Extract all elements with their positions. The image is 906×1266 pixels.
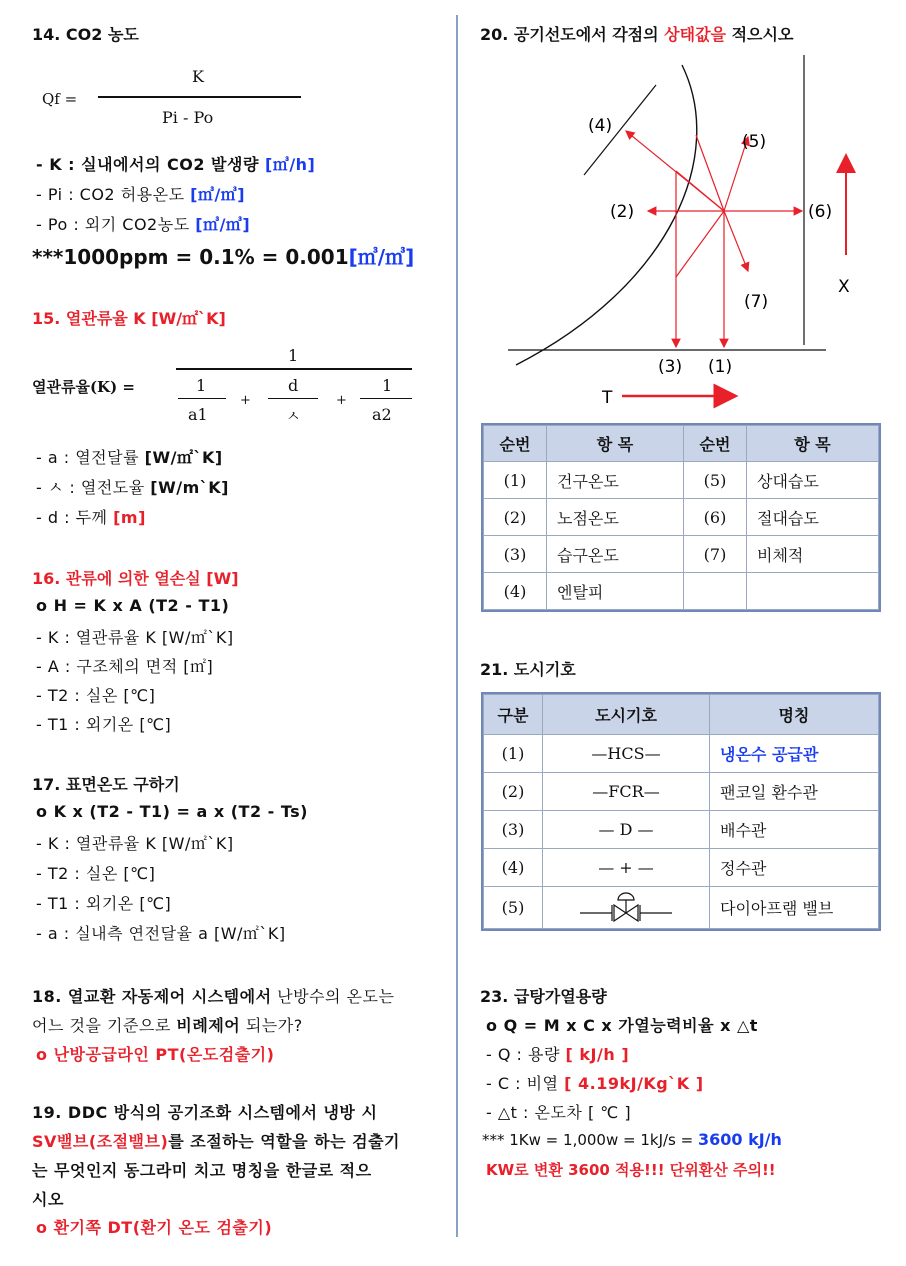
s23-formula: o Q = M x C x 가열능력비율 x △t: [486, 1016, 758, 1035]
s14-numerator: K: [192, 67, 204, 86]
s23-c-line: - C : 비열 [ 4.19kJ/Kg`K ]: [486, 1074, 704, 1093]
cell: (4): [484, 573, 547, 610]
cell: 노점온도: [547, 499, 684, 536]
s15-s-line: - ㅅ : 열전도율 [W/m`K]: [36, 478, 229, 497]
s15-n3: 1: [382, 376, 393, 395]
s17-line: - a : 실내측 연전달율 a [W/㎡`K]: [36, 924, 286, 943]
table-row: [484, 849, 879, 887]
label-7: (7): [744, 292, 769, 312]
s14-po-line: - Po : 외기 CO2농도 [㎥/㎥]: [36, 215, 251, 234]
s18-question-line-2: 어느 것을 기준으로 비례제어 되는가?: [32, 1016, 303, 1035]
s20-header: 항 목: [547, 426, 684, 462]
cell: (7): [684, 536, 747, 573]
cell: (1): [484, 735, 543, 773]
section-21-title: 21. 도시기호: [480, 660, 576, 679]
section-15-title: 15. 열관류율 K [W/㎡`K]: [32, 309, 226, 328]
s21-header: 구분: [484, 695, 543, 735]
s16-line: - T2 : 실온 [℃]: [36, 686, 156, 705]
s15-n1: 1: [196, 376, 207, 395]
s14-k-line: - K : 실내에서의 CO2 발생량 [㎥/h]: [36, 155, 316, 174]
cell: 팬코일 환수관: [710, 773, 879, 811]
s14-denominator: Pi - Po: [162, 108, 214, 127]
cell: (4): [484, 849, 543, 887]
label-x: X: [838, 277, 850, 297]
arrow-7: [724, 211, 748, 271]
s19-question-line-4: 시오: [32, 1190, 64, 1209]
s14-pi-line: - Pi : CO2 허용온도 [㎥/㎥]: [36, 185, 246, 204]
s23-conversion-line: *** 1Kw = 1,000w = 1kJ/s = 3600 kJ/h: [482, 1130, 782, 1149]
cell: 배수관: [710, 811, 879, 849]
label-3: (3): [658, 357, 683, 377]
s17-formula: o K x (T2 - T1) = a x (T2 - Ts): [36, 802, 308, 821]
s14-fraction-bar: [98, 96, 301, 98]
cell: 냉온수 공급관: [710, 735, 879, 773]
s21-header: 명칭: [710, 695, 879, 735]
cell: 정수관: [710, 849, 879, 887]
column-divider: [456, 15, 458, 1237]
s17-line: - K : 열관류율 K [W/㎡`K]: [36, 834, 234, 853]
s19-answer: o 환기쪽 DT(환기 온도 검출기): [36, 1218, 273, 1237]
psychrometric-chart-diagram: [486, 45, 886, 415]
section-20-title: 20. 공기선도에서 각점의 상태값을 적으시오: [480, 25, 794, 44]
s20-header: 순번: [484, 426, 547, 462]
s15-main-bar: [176, 368, 412, 370]
s15-top: 1: [288, 346, 299, 365]
cell: (2): [484, 773, 543, 811]
label-1: (1): [708, 357, 733, 377]
label-4: (4): [588, 116, 613, 136]
cell: (2): [484, 499, 547, 536]
section-17-title: 17. 표면온도 구하기: [32, 775, 180, 794]
s23-dt-line: - △t : 온도차 [ ℃ ]: [486, 1103, 632, 1122]
section-16-title: 16. 관류에 의한 열손실 [W]: [32, 569, 239, 588]
table-row: [484, 773, 879, 811]
label-5: (5): [742, 132, 767, 152]
s15-bar3: [360, 398, 412, 399]
wet-bulb-line: [676, 211, 724, 277]
s16-line: - T1 : 외기온 [℃]: [36, 715, 172, 734]
s15-bar1: [178, 398, 226, 399]
s18-question-line-1: 18. 열교환 자동제어 시스템에서 난방수의 온도는: [32, 987, 395, 1006]
table-row: [484, 735, 879, 773]
s15-n2: d: [288, 376, 299, 395]
cell: (5): [484, 887, 543, 929]
s15-a-line: - a : 열전달률 [W/㎡`K]: [36, 448, 223, 467]
cell: (3): [484, 536, 547, 573]
cell: 절대습도: [747, 499, 879, 536]
cell: — + —: [543, 849, 710, 887]
s23-note: KW로 변환 3600 적용!!! 단위환산 주의!!: [486, 1161, 776, 1179]
table-row: [484, 811, 879, 849]
section-23-title: 23. 급탕가열용량: [480, 987, 607, 1006]
s19-question-line-1: 19. DDC 방식의 공기조화 시스템에서 냉방 시: [32, 1103, 378, 1122]
cell: 상대습도: [747, 462, 879, 499]
cell: 건구온도: [547, 462, 684, 499]
table-row: [484, 573, 879, 610]
table-row: [484, 887, 879, 929]
s15-lhs: 열관류율(K) =: [32, 378, 135, 396]
s20-header: 항 목: [747, 426, 879, 462]
s14-formula-lhs: Qf =: [42, 90, 78, 108]
s14-ppm-line: ***1000ppm = 0.1% = 0.001[㎥/㎥]: [32, 245, 415, 269]
cell: [747, 573, 879, 610]
cell: (5): [684, 462, 747, 499]
diaphragm-valve-icon: [576, 889, 676, 923]
cell: [684, 573, 747, 610]
cell: —HCS—: [543, 735, 710, 773]
s15-plus1: +: [240, 393, 251, 408]
label-6: (6): [808, 202, 833, 222]
s15-plus2: +: [336, 393, 347, 408]
cell: —FCR—: [543, 773, 710, 811]
s21-table: [483, 694, 879, 929]
s20-header: 순번: [684, 426, 747, 462]
table-row: [484, 536, 879, 573]
label-t: T: [602, 388, 613, 408]
cell: (3): [484, 811, 543, 849]
table-row: [484, 499, 879, 536]
cell: 습구온도: [547, 536, 684, 573]
s15-d1: a1: [188, 405, 208, 424]
cell: 엔탈피: [547, 573, 684, 610]
cell: (1): [484, 462, 547, 499]
s19-question-line-2: SV밸브(조절밸브)를 조절하는 역할을 하는 검출기: [32, 1132, 400, 1151]
s16-formula: o H = K x A (T2 - T1): [36, 596, 230, 615]
s15-d-line: - d : 두께 [m]: [36, 508, 146, 527]
s18-answer: o 난방공급라인 PT(온도검출기): [36, 1045, 275, 1064]
label-2: (2): [610, 202, 635, 222]
s21-header: 도시기호: [543, 695, 710, 735]
cell: 다이아프램 밸브: [710, 887, 879, 929]
s17-line: - T1 : 외기온 [℃]: [36, 894, 172, 913]
section-14-title: 14. CO2 농도: [32, 25, 139, 44]
cell: 비체적: [747, 536, 879, 573]
cell: — D —: [543, 811, 710, 849]
s16-line: - K : 열관류율 K [W/㎡`K]: [36, 628, 234, 647]
s17-line: - T2 : 실온 [℃]: [36, 864, 156, 883]
s16-line: - A : 구조체의 면적 [㎡]: [36, 657, 214, 676]
s15-bar2: [268, 398, 318, 399]
s23-q-line: - Q : 용량 [ kJ/h ]: [486, 1045, 630, 1064]
saturation-curve: [516, 65, 697, 365]
s15-d3: a2: [372, 405, 392, 424]
s15-d2: ㅅ: [286, 407, 301, 425]
diaphragm-valve-symbol-cell: [543, 887, 710, 929]
s19-question-line-3: 는 무엇인지 동그라미 치고 명칭을 한글로 적으: [32, 1161, 372, 1180]
cell: (6): [684, 499, 747, 536]
table-row: [484, 462, 879, 499]
s20-table: [483, 425, 879, 610]
